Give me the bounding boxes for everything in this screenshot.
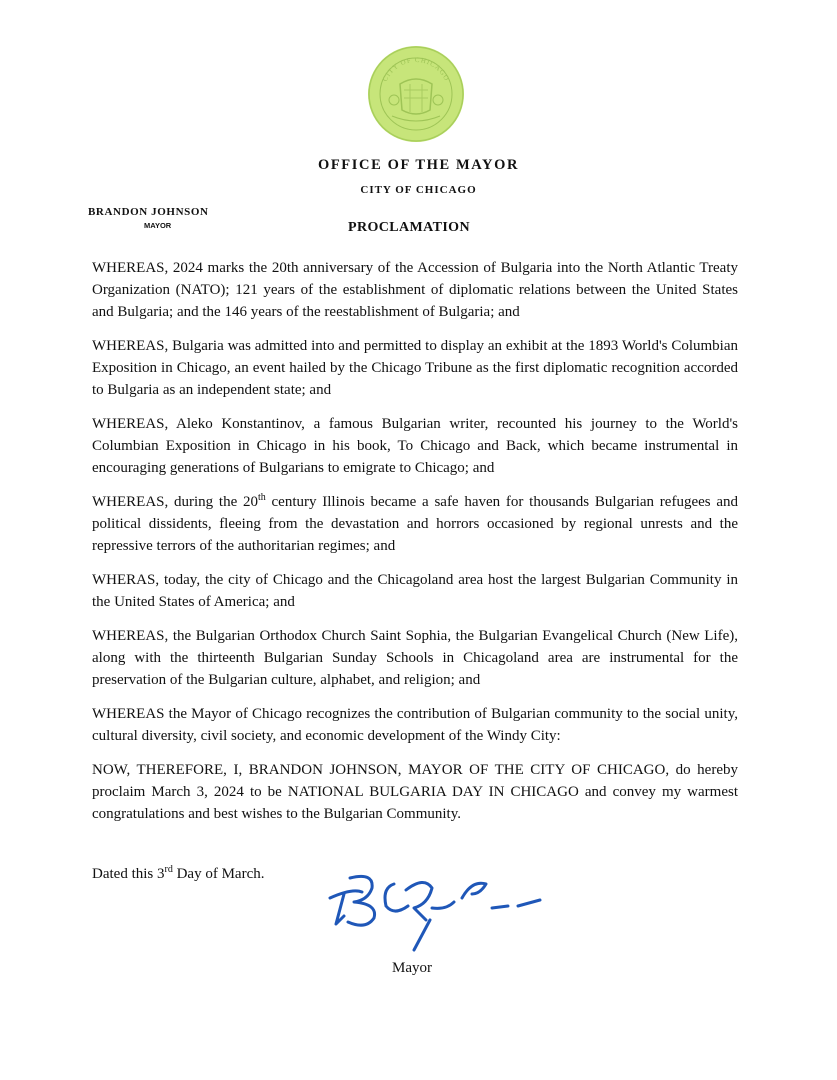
paragraph-2: WHEREAS, Bulgaria was admitted into and permitted to display an exhibit at the 1893 World's Columbian Exposition in Chicago, an event hailed by the Chicago Tribune as the first diplomatic recognition accorded to Bulgaria as an independent state; and bbox=[92, 338, 738, 398]
document-title: PROCLAMATION bbox=[348, 220, 470, 235]
paragraph-8: NOW, THEREFORE, I, BRANDON JOHNSON, MAYOR OF THE CITY OF CHICAGO, do hereby proclaim March 3, 2024 to be NATIONAL BULGARIA DAY IN CHICAGO and convey my warmest congratulations and best wishes to the Bulgarian Community. bbox=[92, 762, 738, 822]
paragraph-7: WHEREAS the Mayor of Chicago recognizes the contribution of Bulgarian community to the social unity, cultural diversity, civil society, and economic development of the Windy City: bbox=[92, 706, 738, 744]
office-heading: OFFICE OF THE MAYOR bbox=[317, 157, 520, 173]
city-seal-icon bbox=[366, 44, 466, 144]
signature-title: Mayor bbox=[392, 960, 432, 976]
seal-text: CITY OF CHICAGO bbox=[380, 55, 452, 83]
proclamation-body bbox=[92, 257, 738, 837]
paragraph-4: WHEREAS, during the 20th century Illinois became a safe haven for thousands Bulgarian refugees and political dissidents, fleeing from the devastation and horrors occasioned by regional unrests and the repressive terrors of the authoritarian regimes; and bbox=[92, 492, 739, 554]
mayor-title: MAYOR bbox=[144, 221, 172, 230]
city-heading: CITY OF CHICAGO bbox=[360, 184, 477, 196]
paragraph-5: WHERAS, today, the city of Chicago and the Chicagoland area host the largest Bulgarian Community in the United States of America; and bbox=[92, 572, 738, 610]
paragraph-1: WHEREAS, 2024 marks the 20th anniversary of the Accession of Bulgaria into the North Atlantic Treaty Organization (NATO); 121 years of the establishment of diplomatic relations between the United States and Bulgaria; and the 146 years of the reestablishment of Bulgaria; and bbox=[92, 260, 738, 320]
mayor-name: BRANDON JOHNSON bbox=[88, 206, 209, 218]
signature-strokes bbox=[330, 876, 540, 950]
mayor-signature bbox=[322, 858, 552, 958]
dated-line: Dated this 3rd Day of March. bbox=[92, 864, 265, 882]
paragraph-3: WHEREAS, Aleko Konstantinov, a famous Bulgarian writer, recounted his journey to the World's Columbian Exposition in Chicago in his book, To Chicago and Back, which became instrumental in encouraging generations of Bulgarians to emigrate to Chicago; and bbox=[92, 416, 738, 476]
paragraph-6: WHEREAS, the Bulgarian Orthodox Church Saint Sophia, the Bulgarian Evangelical Church (New Life), along with the thirteenth Bulgarian Sunday Schools in Chicagoland area are instrumental for the preservation of the Bulgarian culture, alphabet, and religion; and bbox=[92, 628, 738, 688]
